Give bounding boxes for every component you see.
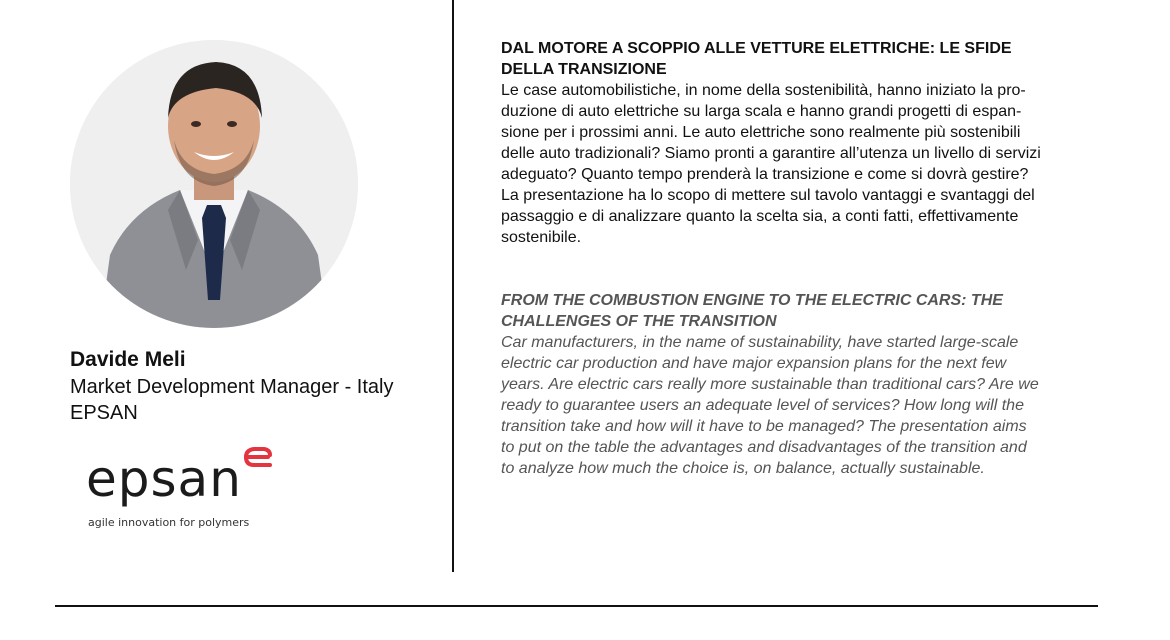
italian-title <box>501 38 1111 80</box>
logo-e-mark-icon <box>240 446 272 468</box>
english-body-line: transition take and how will it have to be managed? The presentation aims <box>501 418 1027 435</box>
horizontal-divider <box>55 605 1098 607</box>
italian-body-line: adeguato? Quanto tempo prenderà la transizione e come si dovrà gestire? <box>501 166 1029 183</box>
logo-tagline: agile innovation for polymers <box>88 516 250 529</box>
italian-title-line: DAL MOTORE A SCOPPIO ALLE VETTURE ELETTRICHE: LE SFIDE <box>501 40 1012 57</box>
vertical-divider <box>452 0 454 572</box>
italian-body-line: Le case automobilistiche, in nome della sostenibilità, hanno iniziato la pro- <box>501 82 1026 99</box>
english-body-line: to put on the table the advantages and disadvantages of the transition and <box>501 439 1027 456</box>
speaker-name: Davide Meli <box>70 348 186 371</box>
italian-body-line: delle auto tradizionali? Siamo pronti a garantire all’utenza un livello di servizi <box>501 145 1041 162</box>
italian-body-line: duzione di auto elettriche su larga scala e hanno grandi progetti di espan- <box>501 103 1022 120</box>
abstract-english <box>501 290 1111 479</box>
italian-body-line: sostenibile. <box>501 229 582 246</box>
abstract-panel <box>501 38 1111 479</box>
english-title-line: FROM THE COMBUSTION ENGINE TO THE ELECTRIC CARS: THE <box>501 292 1003 309</box>
speaker-role: Market Development Manager - Italy <box>70 376 394 398</box>
logo-wordmark: epsan <box>86 450 242 508</box>
italian-body <box>501 80 1111 248</box>
speaker-panel <box>0 0 452 572</box>
italian-body-line: sione per i prossimi anni. Le auto elettriche sono realmente più sostenibili <box>501 124 1021 141</box>
epsan-logo <box>86 446 286 536</box>
english-title-line: CHALLENGES OF THE TRANSITION <box>501 313 777 330</box>
english-body-line: Car manufacturers, in the name of sustainability, have started large-scale <box>501 334 1019 351</box>
english-body-line: years. Are electric cars really more sustainable than traditional cars? Are we <box>501 376 1039 393</box>
speaker-company: EPSAN <box>70 402 138 424</box>
english-title <box>501 290 1111 332</box>
english-body <box>501 332 1111 479</box>
english-body-line: electric car production and have major expansion plans for the next few <box>501 355 1007 372</box>
italian-body-line: passaggio e di analizzare quanto la scelta sia, a conti fatti, effettivamente <box>501 208 1019 225</box>
english-body-line: ready to guarantee users an adequate level of services? How long will the <box>501 397 1024 414</box>
speaker-portrait <box>70 40 358 328</box>
italian-title-line: DELLA TRANSIZIONE <box>501 61 667 78</box>
abstract-italian <box>501 38 1111 248</box>
italian-body-line: La presentazione ha lo scopo di mettere sul tavolo vantaggi e svantaggi del <box>501 187 1035 204</box>
english-body-line: to analyze how much the choice is, on balance, actually sustainable. <box>501 460 985 477</box>
